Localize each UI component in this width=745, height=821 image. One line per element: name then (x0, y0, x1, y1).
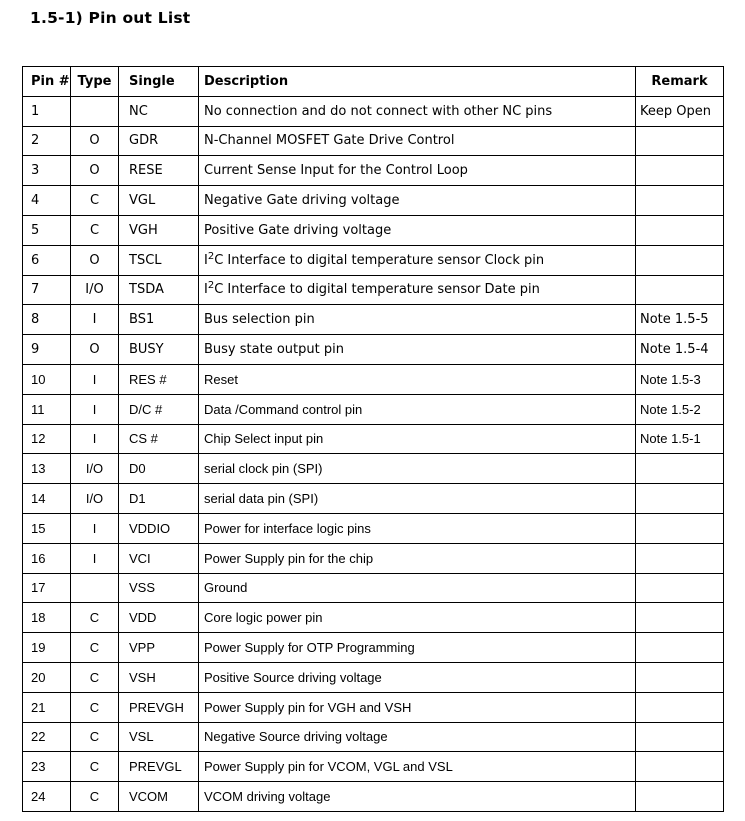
pin-cell: 10 (23, 364, 71, 394)
table-row (23, 364, 724, 394)
description-cell: $I^2C$ Interface to digital temperature sensor Clock pin (199, 245, 636, 275)
pin-cell: 13 (23, 454, 71, 484)
pin-cell: 18 (23, 603, 71, 633)
table-row (23, 513, 724, 543)
table-row (23, 215, 724, 245)
remark-cell: Note 1.5-5 (636, 305, 724, 335)
header-single: Single (119, 67, 199, 97)
pinout-table-header (23, 67, 724, 97)
single-cell: VGH (119, 215, 199, 245)
single-cell: RESE (119, 156, 199, 186)
remark-cell (636, 573, 724, 603)
table-row (23, 484, 724, 514)
single-cell: TSDA (119, 275, 199, 305)
type-cell: C (71, 722, 119, 752)
type-cell: C (71, 692, 119, 722)
remark-cell (636, 692, 724, 722)
single-cell: RES # (119, 364, 199, 394)
pin-cell: 22 (23, 722, 71, 752)
description-cell: $I^2C$ Interface to digital temperature sensor Date pin (199, 275, 636, 305)
pin-cell: 15 (23, 513, 71, 543)
header-row (23, 67, 724, 97)
description-cell: Current Sense Input for the Control Loop (199, 156, 636, 186)
page-title: 1.5-1) Pin out List (30, 9, 191, 27)
description-cell: Power Supply for OTP Programming (199, 633, 636, 663)
single-cell: GDR (119, 126, 199, 156)
superscript-2: 2 (207, 250, 215, 262)
single-cell: VCI (119, 543, 199, 573)
table-row (23, 126, 724, 156)
header-type: Type (71, 67, 119, 97)
pin-cell: 12 (23, 424, 71, 454)
description-cell: Power Supply pin for VGH and VSH (199, 692, 636, 722)
single-cell: PREVGL (119, 752, 199, 782)
description-cell: Ground (199, 573, 636, 603)
single-cell: NC (119, 96, 199, 126)
remark-cell (636, 722, 724, 752)
pin-cell: 16 (23, 543, 71, 573)
remark-cell (636, 662, 724, 692)
type-cell: I (71, 394, 119, 424)
pin-cell: 11 (23, 394, 71, 424)
table-row (23, 335, 724, 365)
remark-cell: Note 1.5-2 (636, 394, 724, 424)
single-cell: VSH (119, 662, 199, 692)
type-cell: O (71, 335, 119, 365)
pin-cell: 1 (23, 96, 71, 126)
type-cell: C (71, 186, 119, 216)
description-cell: Reset (199, 364, 636, 394)
pinout-table-body (23, 96, 724, 811)
single-cell: D/C # (119, 394, 199, 424)
superscript-2: 2 (207, 280, 215, 292)
description-cell: N-Channel MOSFET Gate Drive Control (199, 126, 636, 156)
single-cell: VPP (119, 633, 199, 663)
pin-cell: 9 (23, 335, 71, 365)
remark-cell (636, 186, 724, 216)
description-cell: Busy state output pin (199, 335, 636, 365)
type-cell: I (71, 424, 119, 454)
table-row (23, 662, 724, 692)
remark-cell (636, 245, 724, 275)
type-cell: I (71, 513, 119, 543)
table-row (23, 275, 724, 305)
remark-cell (636, 156, 724, 186)
type-cell: C (71, 782, 119, 812)
pin-cell: 21 (23, 692, 71, 722)
single-cell: D0 (119, 454, 199, 484)
pin-cell: 6 (23, 245, 71, 275)
description-cell: serial clock pin (SPI) (199, 454, 636, 484)
table-row (23, 454, 724, 484)
table-row (23, 305, 724, 335)
pin-cell: 14 (23, 484, 71, 514)
type-cell: I/O (71, 454, 119, 484)
remark-cell (636, 484, 724, 514)
description-cell: Power Supply pin for VCOM, VGL and VSL (199, 752, 636, 782)
description-cell: Positive Gate driving voltage (199, 215, 636, 245)
remark-cell (636, 126, 724, 156)
table-row (23, 782, 724, 812)
single-cell: D1 (119, 484, 199, 514)
table-row (23, 543, 724, 573)
table-row (23, 722, 724, 752)
type-cell: I (71, 305, 119, 335)
description-cell: serial data pin (SPI) (199, 484, 636, 514)
table-row (23, 394, 724, 424)
type-cell: C (71, 662, 119, 692)
table-row (23, 186, 724, 216)
remark-cell: Keep Open (636, 96, 724, 126)
description-cell: Positive Source driving voltage (199, 662, 636, 692)
type-cell: O (71, 245, 119, 275)
pin-cell: 3 (23, 156, 71, 186)
single-cell: VSL (119, 722, 199, 752)
description-cell: Bus selection pin (199, 305, 636, 335)
single-cell: VSS (119, 573, 199, 603)
table-row (23, 156, 724, 186)
type-cell: C (71, 752, 119, 782)
remark-cell (636, 454, 724, 484)
single-cell: VDD (119, 603, 199, 633)
pin-cell: 5 (23, 215, 71, 245)
pin-cell: 2 (23, 126, 71, 156)
pin-cell: 24 (23, 782, 71, 812)
type-cell: I (71, 543, 119, 573)
remark-cell (636, 752, 724, 782)
type-cell: O (71, 126, 119, 156)
single-cell: BUSY (119, 335, 199, 365)
table-row (23, 633, 724, 663)
description-cell: Power Supply pin for the chip (199, 543, 636, 573)
pin-cell: 23 (23, 752, 71, 782)
table-row (23, 573, 724, 603)
pin-cell: 7 (23, 275, 71, 305)
table-row (23, 245, 724, 275)
type-cell: I/O (71, 484, 119, 514)
pin-cell: 8 (23, 305, 71, 335)
remark-cell (636, 633, 724, 663)
header-pin: Pin # (23, 67, 71, 97)
table-row (23, 96, 724, 126)
single-cell: VCOM (119, 782, 199, 812)
type-cell: O (71, 156, 119, 186)
description-cell: Negative Gate driving voltage (199, 186, 636, 216)
single-cell: BS1 (119, 305, 199, 335)
table-row (23, 692, 724, 722)
header-description: Description (199, 67, 636, 97)
remark-cell: Note 1.5-3 (636, 364, 724, 394)
single-cell: PREVGH (119, 692, 199, 722)
table-row (23, 603, 724, 633)
remark-cell (636, 275, 724, 305)
single-cell: TSCL (119, 245, 199, 275)
single-cell: VGL (119, 186, 199, 216)
type-cell: I (71, 364, 119, 394)
remark-cell (636, 782, 724, 812)
single-cell: CS # (119, 424, 199, 454)
description-cell: Chip Select input pin (199, 424, 636, 454)
pinout-table (22, 66, 724, 812)
description-cell: No connection and do not connect with other NC pins (199, 96, 636, 126)
remark-cell (636, 215, 724, 245)
type-cell: C (71, 603, 119, 633)
header-remark: Remark (636, 67, 724, 97)
remark-cell (636, 603, 724, 633)
description-cell: Core logic power pin (199, 603, 636, 633)
type-cell: I/O (71, 275, 119, 305)
pin-cell: 19 (23, 633, 71, 663)
type-cell: C (71, 633, 119, 663)
remark-cell: Note 1.5-4 (636, 335, 724, 365)
type-cell (71, 96, 119, 126)
pin-cell: 4 (23, 186, 71, 216)
type-cell (71, 573, 119, 603)
single-cell: VDDIO (119, 513, 199, 543)
pin-cell: 17 (23, 573, 71, 603)
remark-cell: Note 1.5-1 (636, 424, 724, 454)
type-cell: C (71, 215, 119, 245)
table-row (23, 424, 724, 454)
description-cell: VCOM driving voltage (199, 782, 636, 812)
description-cell: Power for interface logic pins (199, 513, 636, 543)
description-cell: Negative Source driving voltage (199, 722, 636, 752)
remark-cell (636, 513, 724, 543)
pin-cell: 20 (23, 662, 71, 692)
description-cell: Data /Command control pin (199, 394, 636, 424)
remark-cell (636, 543, 724, 573)
table-row (23, 752, 724, 782)
